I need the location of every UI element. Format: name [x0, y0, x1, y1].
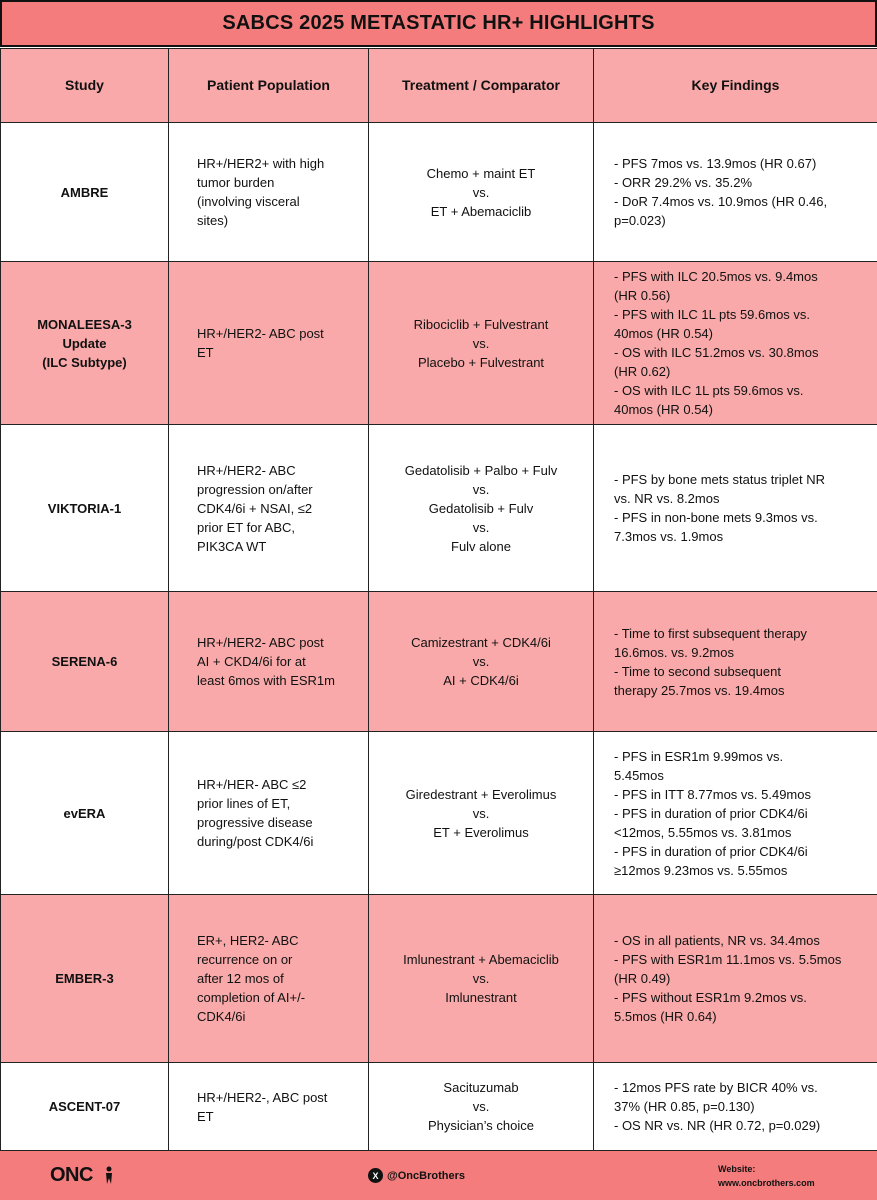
findings-line: - DoR 7.4mos vs. 10.9mos (HR 0.46, [614, 194, 828, 209]
findings-line: - PFS with ILC 1L pts 59.6mos vs. [614, 307, 811, 322]
study-line: ASCENT-07 [48, 1099, 121, 1114]
population-line: AI + CKD4/6i for at [197, 654, 306, 669]
treatment-line: Gedatolisib + Palbo + Fulv [404, 462, 558, 478]
treatment-line: vs. [472, 805, 490, 821]
x-logo-icon: X [368, 1168, 383, 1183]
findings-line: 37% (HR 0.85, p=0.130) [614, 1099, 755, 1114]
findings-line: - Time to first subsequent therapy [614, 625, 807, 641]
treatment-line: vs. [472, 184, 490, 200]
findings-cell [594, 895, 877, 1063]
study-cell [1, 262, 169, 425]
study-line: EMBER-3 [55, 971, 114, 986]
population-cell [169, 1063, 369, 1151]
findings-line: - ORR 29.2% vs. 35.2% [614, 175, 752, 190]
findings-line: (HR 0.62) [614, 364, 671, 379]
table-row [1, 262, 877, 425]
findings-line: p=0.023) [614, 213, 666, 228]
social-handle[interactable] [368, 1168, 465, 1183]
highlights-table [0, 48, 877, 1151]
findings-line: - PFS 7mos vs. 13.9mos (HR 0.67) [614, 156, 817, 171]
treatment-cell [369, 895, 594, 1063]
title-bar [0, 0, 877, 47]
population-line: progressive disease [197, 815, 313, 830]
treatment-line: Imlunestrant [445, 990, 517, 1005]
treatment-line: Imlunestrant + Abemaciclib [403, 952, 559, 967]
study-line: Update [62, 335, 107, 351]
table-row [1, 592, 877, 732]
treatment-cell [369, 425, 594, 592]
website-label: Website: [718, 1164, 756, 1174]
study-cell [1, 123, 169, 262]
population-cell [169, 592, 369, 732]
table-row [1, 123, 877, 262]
header-patient-population: Patient Population [169, 49, 369, 123]
study-line: (ILC Subtype) [42, 354, 127, 370]
findings-cell [594, 732, 877, 895]
treatment-line: AI + CDK4/6i [443, 673, 519, 688]
header-key-findings: Key Findings [594, 49, 877, 123]
population-line: (involving visceral [197, 194, 300, 209]
findings-line: - OS with ILC 1L pts 59.6mos vs. [614, 383, 804, 398]
population-line: prior lines of ET, [197, 796, 291, 811]
study-line: AMBRE [60, 184, 109, 200]
population-line: ET [197, 345, 214, 360]
population-cell [169, 262, 369, 425]
treatment-line: Sacituzumab [443, 1080, 519, 1095]
findings-line: 40mos (HR 0.54) [614, 402, 713, 417]
findings-line: - PFS in non-bone mets 9.3mos vs. [614, 510, 818, 525]
population-line: HR+/HER2-, ABC post [197, 1089, 328, 1105]
onc-logo: ONC [50, 1164, 93, 1186]
table-row [1, 425, 877, 592]
population-line: HR+/HER2- ABC post [197, 326, 324, 341]
findings-cell [594, 1063, 877, 1151]
population-line: completion of AI+/- [197, 990, 306, 1005]
study-cell [1, 592, 169, 732]
population-line: ER+, HER2- ABC [197, 933, 299, 948]
header-row [1, 49, 877, 123]
study-cell [1, 425, 169, 592]
treatment-line: Physician’s choice [428, 1118, 534, 1133]
population-line: ET [197, 1108, 214, 1124]
header-treatment-comparator: Treatment / Comparator [369, 49, 594, 123]
table-body [1, 123, 877, 1151]
findings-line: (HR 0.56) [614, 288, 671, 303]
population-cell [169, 425, 369, 592]
treatment-line: Placebo + Fulvestrant [417, 354, 545, 370]
study-line: MONALEESA-3 [37, 316, 132, 332]
population-line: prior ET for ABC, [197, 519, 296, 535]
study-cell [1, 732, 169, 895]
study-line: VIKTORIA-1 [47, 500, 122, 516]
treatment-cell [369, 1063, 594, 1151]
findings-line: - PFS in duration of prior CDK4/6i [614, 843, 808, 859]
population-line: HR+/HER2+ with high [197, 156, 325, 171]
findings-line: 5.45mos [614, 767, 664, 783]
treatment-line: Camizestrant + CDK4/6i [411, 635, 551, 650]
table-row [1, 1063, 877, 1151]
handle-text: @OncBrothers [387, 1169, 465, 1182]
treatment-cell [369, 732, 594, 895]
treatment-line: Chemo + maint ET [426, 165, 536, 181]
findings-line: - 12mos PFS rate by BICR 40% vs. [614, 1080, 818, 1095]
treatment-line: vs. [472, 519, 490, 535]
findings-line: - OS with ILC 51.2mos vs. 30.8mos [614, 345, 819, 360]
website-link[interactable]: www.oncbrothers.com [718, 1178, 815, 1188]
findings-cell [594, 123, 877, 262]
study-cell [1, 1063, 169, 1151]
table-row [1, 732, 877, 895]
brothers-figure-icon [104, 1166, 114, 1184]
treatment-line: vs. [472, 971, 490, 986]
treatment-cell [369, 262, 594, 425]
findings-line: <12mos, 5.55mos vs. 3.81mos [614, 824, 792, 840]
findings-line: - PFS in ESR1m 9.99mos vs. [614, 748, 784, 764]
population-line: least 6mos with ESR1m [197, 673, 335, 688]
treatment-line: vs. [472, 335, 490, 351]
study-cell [1, 895, 169, 1063]
findings-line: therapy 25.7mos vs. 19.4mos [614, 682, 785, 698]
treatment-line: ET + Abemaciclib [430, 203, 532, 219]
findings-line: - OS in all patients, NR vs. 34.4mos [614, 933, 820, 948]
population-line: CDK4/6i [197, 1009, 246, 1024]
population-line: HR+/HER- ABC ≤2 [197, 777, 307, 792]
treatment-line: ET + Everolimus [433, 824, 529, 840]
findings-line: 7.3mos vs. 1.9mos [614, 529, 724, 544]
findings-line: ≥12mos 9.23mos vs. 5.55mos [614, 862, 788, 878]
population-line: HR+/HER2- ABC [197, 462, 296, 478]
findings-line: 40mos (HR 0.54) [614, 326, 713, 341]
findings-cell [594, 425, 877, 592]
header-study: Study [1, 49, 169, 123]
treatment-line: Gedatolisib + Fulv [428, 500, 534, 516]
population-line: CDK4/6i + NSAI, ≤2 [197, 500, 313, 516]
findings-line: - Time to second subsequent [614, 663, 781, 679]
population-line: recurrence on or [197, 952, 293, 967]
findings-cell [594, 592, 877, 732]
treatment-cell [369, 123, 594, 262]
population-line: PIK3CA WT [197, 538, 267, 554]
treatment-cell [369, 592, 594, 732]
treatment-line: Giredestrant + Everolimus [405, 786, 557, 802]
website-block [718, 1162, 815, 1190]
population-cell [169, 895, 369, 1063]
treatment-line: vs. [472, 1099, 490, 1114]
findings-line: - PFS with ESR1m 11.1mos vs. 5.5mos [614, 952, 842, 967]
findings-line: - PFS by bone mets status triplet NR [614, 472, 825, 487]
treatment-line: vs. [472, 654, 490, 669]
page-title: SABCS 2025 METASTATIC HR+ HIGHLIGHTS [222, 12, 655, 34]
findings-line: - PFS without ESR1m 9.2mos vs. [614, 990, 807, 1005]
findings-line: - OS NR vs. NR (HR 0.72, p=0.029) [614, 1118, 821, 1133]
findings-line: vs. NR vs. 8.2mos [614, 491, 720, 506]
findings-line: - PFS with ILC 20.5mos vs. 9.4mos [614, 269, 818, 284]
findings-cell [594, 262, 877, 425]
treatment-line: vs. [472, 481, 490, 497]
population-cell [169, 123, 369, 262]
population-line: sites) [197, 213, 229, 228]
table-row [1, 895, 877, 1063]
findings-line: - PFS in ITT 8.77mos vs. 5.49mos [614, 786, 811, 802]
findings-line: (HR 0.49) [614, 971, 671, 986]
findings-line: 5.5mos (HR 0.64) [614, 1009, 717, 1024]
study-line: evERA [63, 805, 106, 821]
population-line: HR+/HER2- ABC post [197, 635, 324, 650]
population-line: during/post CDK4/6i [197, 834, 314, 849]
findings-line: - PFS in duration of prior CDK4/6i [614, 805, 808, 821]
study-line: SERENA-6 [51, 654, 118, 669]
findings-line: 16.6mos. vs. 9.2mos [614, 644, 734, 660]
treatment-line: Ribociclib + Fulvestrant [413, 316, 549, 332]
population-line: tumor burden [197, 175, 275, 190]
population-line: after 12 mos of [197, 971, 284, 986]
treatment-line: Fulv alone [451, 538, 511, 554]
population-cell [169, 732, 369, 895]
population-line: progression on/after [197, 481, 313, 497]
footer [0, 1150, 877, 1200]
